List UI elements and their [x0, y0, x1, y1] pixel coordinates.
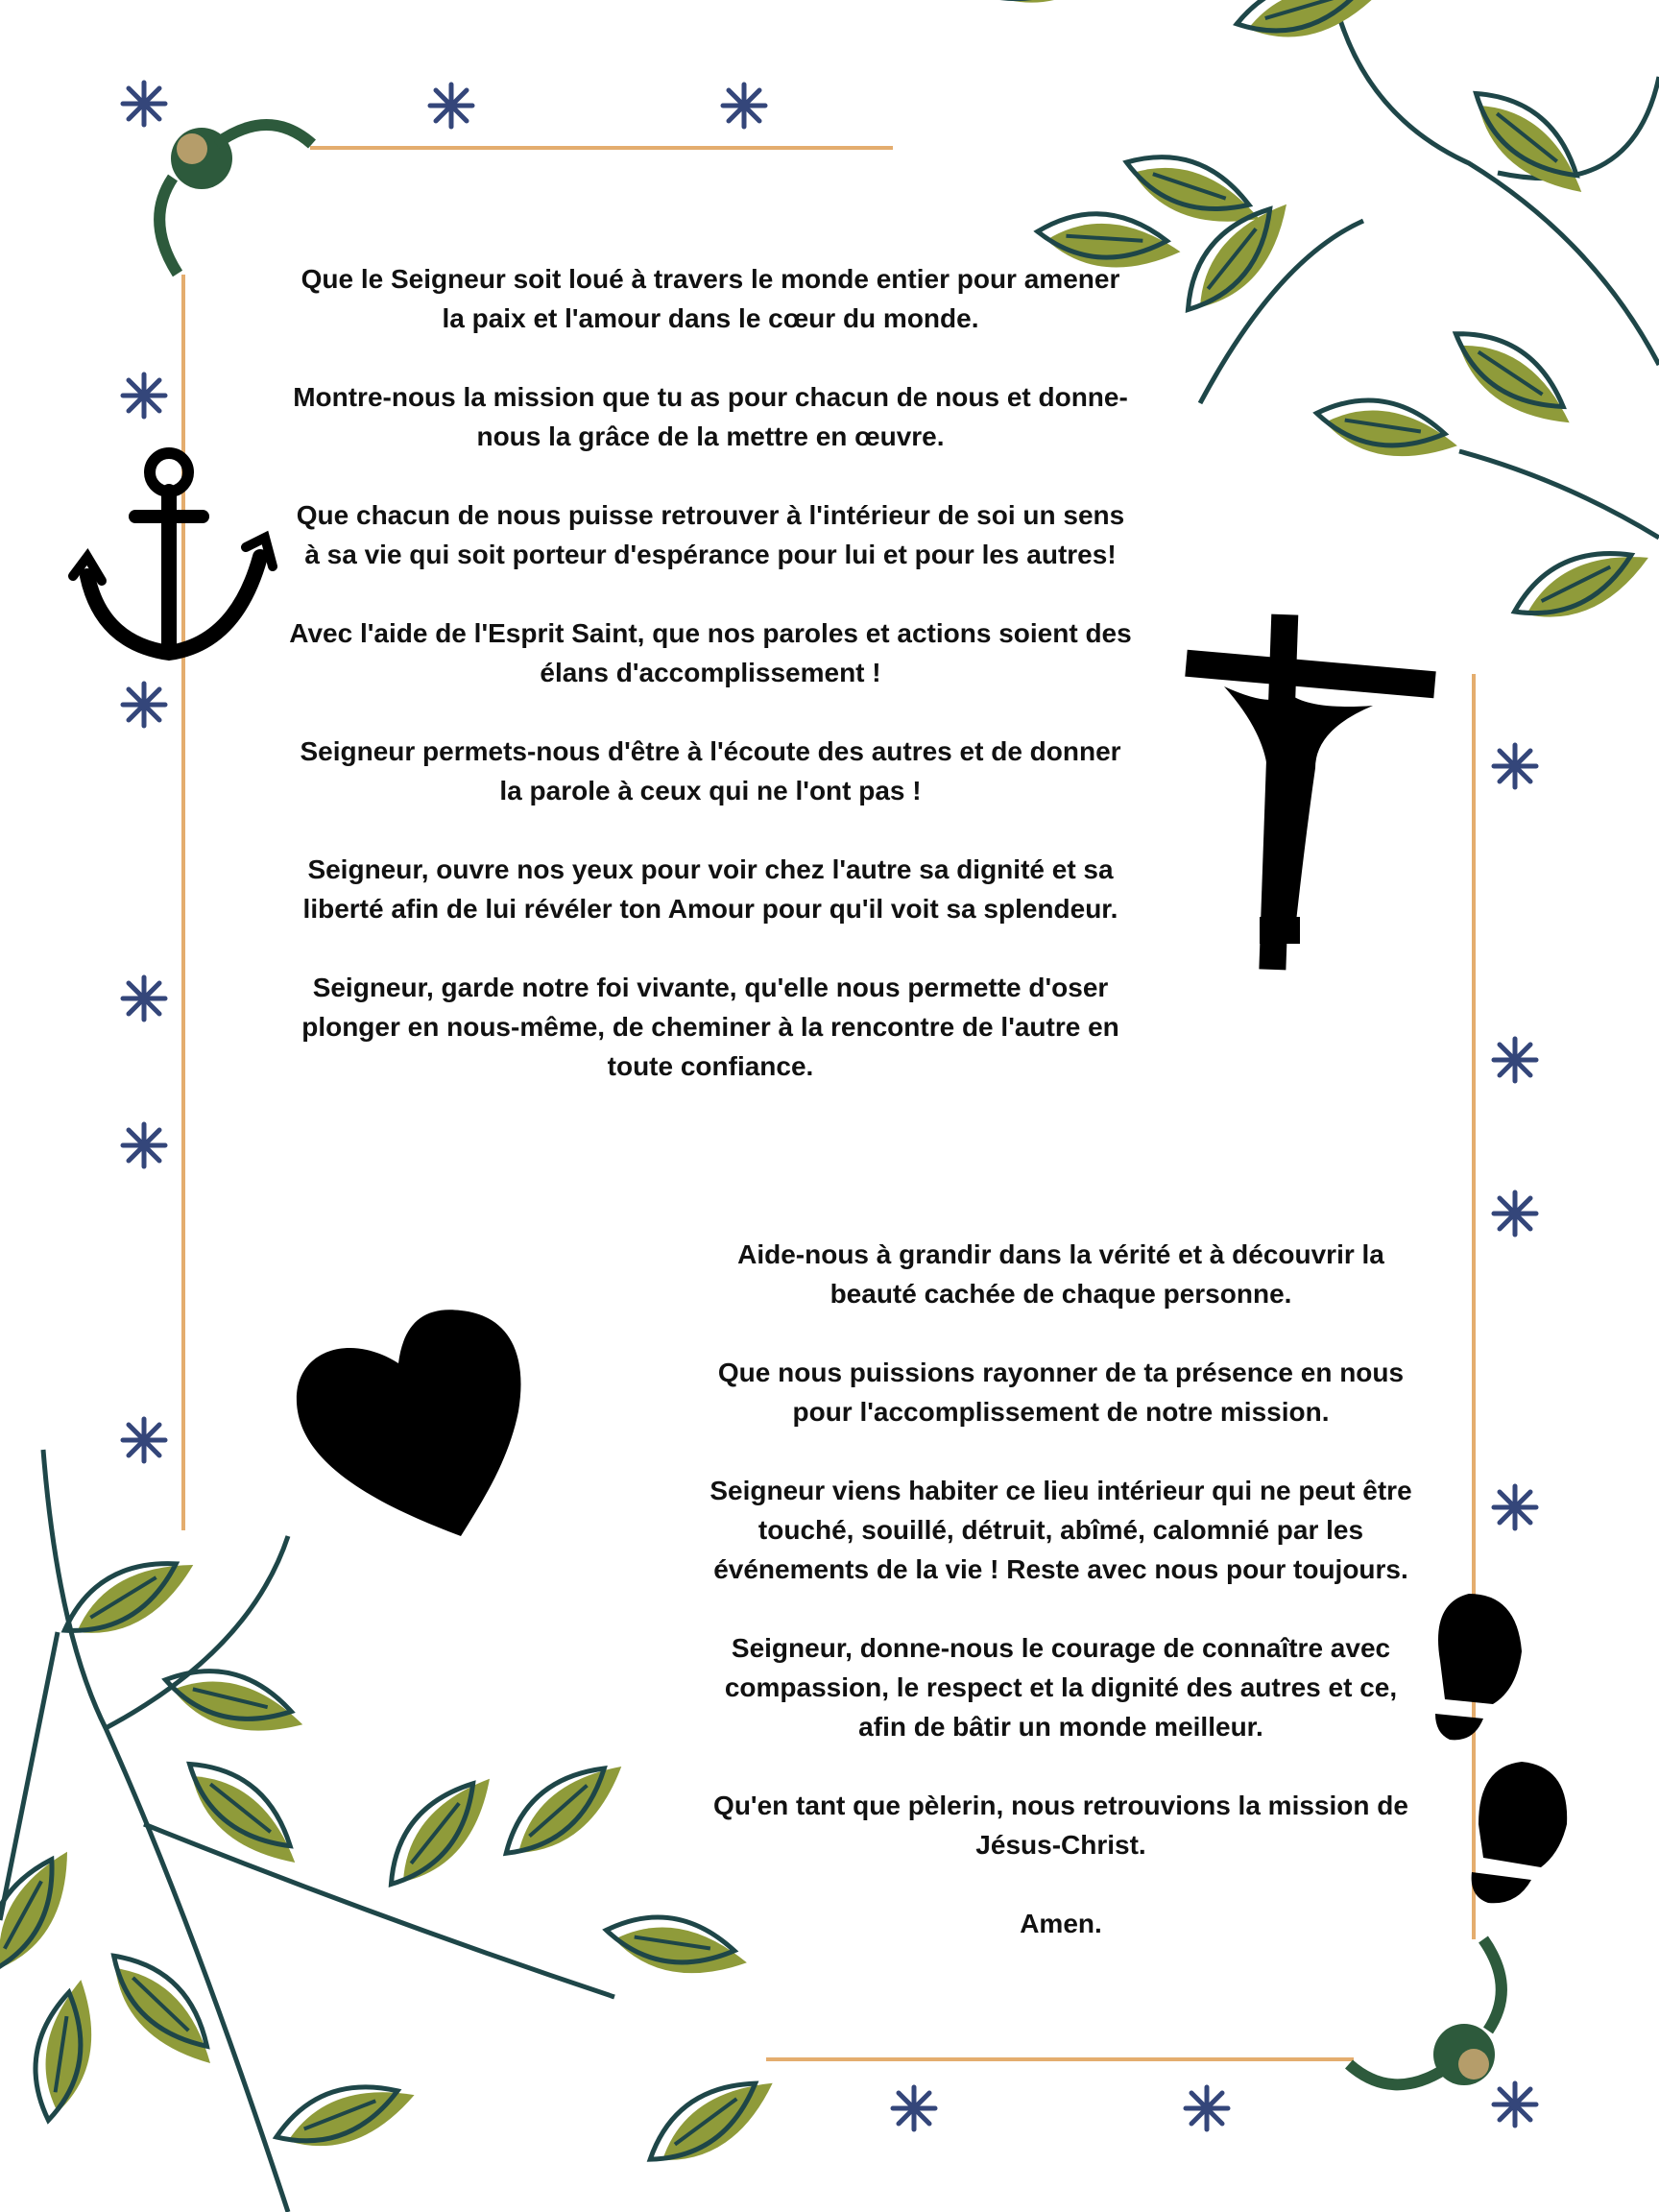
anchor-icon	[73, 453, 273, 653]
leaf-branch-icon-bottom-left	[0, 1450, 785, 2212]
prayer-paragraph: Seigneur, garde notre foi vivante, qu'elle nous permette d'oser plonger en nous-même, de cheminer à la rencontre de l'autre en toute confiance.	[301, 973, 1119, 1081]
prayer-paragraph: Seigneur permets-nous d'être à l'écoute des autres et de donner la parole à ceux qui ne l'ont pas !	[300, 736, 1121, 805]
prayer-paragraph: Avec l'aide de l'Esprit Saint, que nos paroles et actions soient des élans d'accomplissement !	[289, 618, 1132, 687]
prayer-paragraph: Montre-nous la mission que tu as pour chacun de nous et donne-nous la grâce de la mettre en œuvre.	[293, 382, 1128, 451]
amen: Amen.	[1020, 1909, 1102, 1938]
corner-rosette-top-left	[159, 125, 312, 274]
crucifix-icon	[1185, 614, 1435, 971]
prayer-paragraph: Qu'en tant que pèlerin, nous retrouvions la mission de Jésus-Christ.	[713, 1791, 1408, 1860]
prayer-paragraph: Seigneur, donne-nous le courage de connaître avec compassion, le respect et la dignité des autres et ce, afin de bâtir un monde meilleur.	[724, 1633, 1398, 1742]
footprints-icon	[1435, 1594, 1567, 1903]
prayer-paragraph: Seigneur viens habiter ce lieu intérieur qui ne peut être touché, souillé, détruit, abîmé, calomnié par les événements de la vie ! Reste avec nous pour toujours.	[709, 1476, 1412, 1584]
prayer-paragraph: Aide-nous à grandir dans la vérité et à découvrir la beauté cachée de chaque personne.	[737, 1239, 1384, 1309]
prayer-paragraph: Que nous puissions rayonner de ta présence en nous pour l'accomplissement de notre mission.	[717, 1358, 1405, 1427]
prayer-paragraph: Que chacun de nous puisse retrouver à l'intérieur de soi un sens à sa vie qui soit porteur d'espérance pour lui et pour les autres!	[296, 500, 1125, 569]
prayer-column-right	[701, 1235, 1421, 1983]
prayer-paragraph: Seigneur, ouvre nos yeux pour voir chez l'autre sa dignité et sa liberté afin de lui révéler ton Amour pour qu'il voit sa splendeur.	[302, 854, 1118, 924]
prayer-paragraph: Que le Seigneur soit loué à travers le monde entier pour amener la paix et l'amour dans le cœur du monde.	[301, 264, 1120, 333]
heart-icon	[297, 1310, 521, 1536]
prayer-column-left	[288, 259, 1133, 1125]
